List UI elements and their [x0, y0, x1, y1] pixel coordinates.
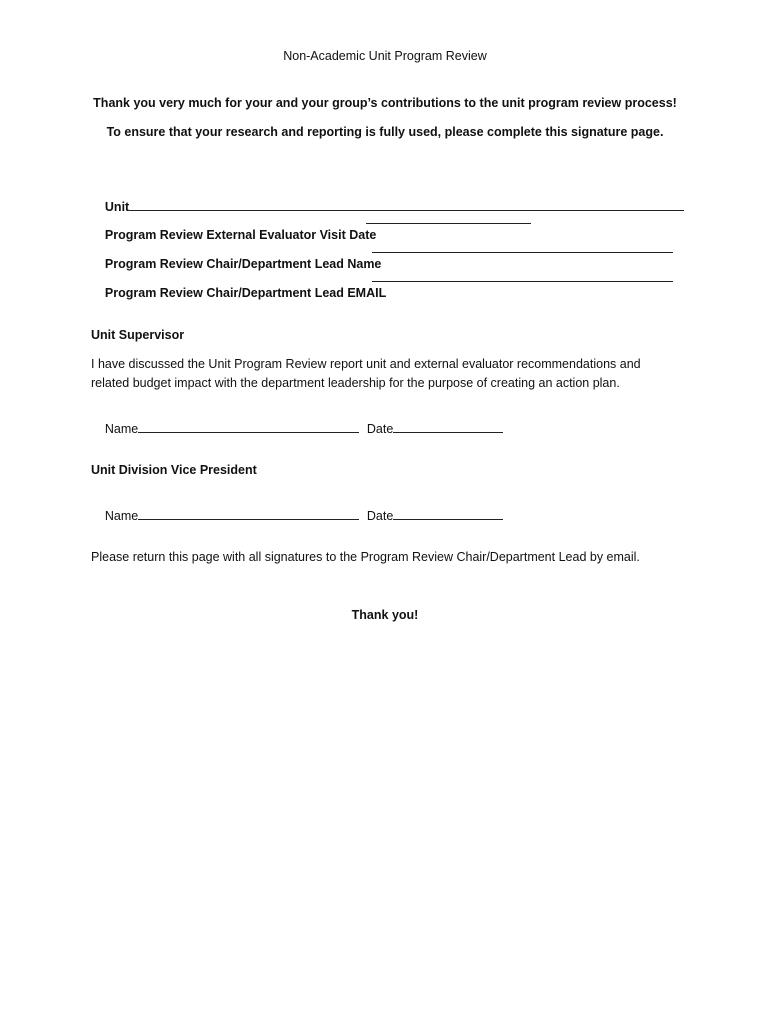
return-instruction: Please return this page with all signatures to the Program Review Chair/Department Lead by email.	[91, 550, 640, 564]
supervisor-statement-line-1: I have discussed the Unit Program Review report unit and external evaluator recommendations and	[91, 357, 641, 371]
vp-heading: Unit Division Vice President	[91, 463, 257, 477]
supervisor-statement-line-2: related budget impact with the department leadership for the purpose of creating an action plan.	[91, 376, 620, 390]
evaluator-visit-label: Program Review External Evaluator Visit Date	[104, 228, 377, 242]
supervisor-date-label: Date	[366, 422, 394, 436]
intro-line-2: To ensure that your research and reporting is fully used, please complete this signature page.	[106, 125, 664, 139]
vp-date-row	[353, 491, 503, 540]
vp-signature-row	[91, 491, 359, 540]
supervisor-signature-row	[91, 404, 359, 453]
chair-email-row	[91, 269, 386, 317]
evaluator-visit-date-line[interactable]	[366, 211, 531, 224]
supervisor-date-line[interactable]	[393, 420, 503, 433]
page-title: Non-Academic Unit Program Review	[283, 49, 487, 63]
closing-thank-you: Thank you!	[351, 608, 419, 622]
unit-label: Unit	[104, 200, 130, 214]
supervisor-heading: Unit Supervisor	[91, 328, 185, 342]
supervisor-name-line[interactable]	[138, 420, 359, 433]
intro-line-1: Thank you very much for your and your group’s contributions to the unit program review process!	[93, 96, 677, 110]
vp-name-line[interactable]	[138, 507, 359, 520]
chair-name-label: Program Review Chair/Department Lead Name	[104, 257, 382, 271]
vp-date-line[interactable]	[393, 507, 503, 520]
supervisor-date-row	[353, 404, 503, 453]
vp-date-label: Date	[366, 509, 394, 523]
supervisor-name-label: Name	[104, 422, 139, 436]
chair-email-label: Program Review Chair/Department Lead EMAIL	[104, 286, 387, 300]
chair-email-line[interactable]	[372, 269, 673, 282]
vp-name-label: Name	[104, 509, 139, 523]
unit-input-line[interactable]	[129, 198, 684, 211]
chair-name-line[interactable]	[372, 240, 673, 253]
